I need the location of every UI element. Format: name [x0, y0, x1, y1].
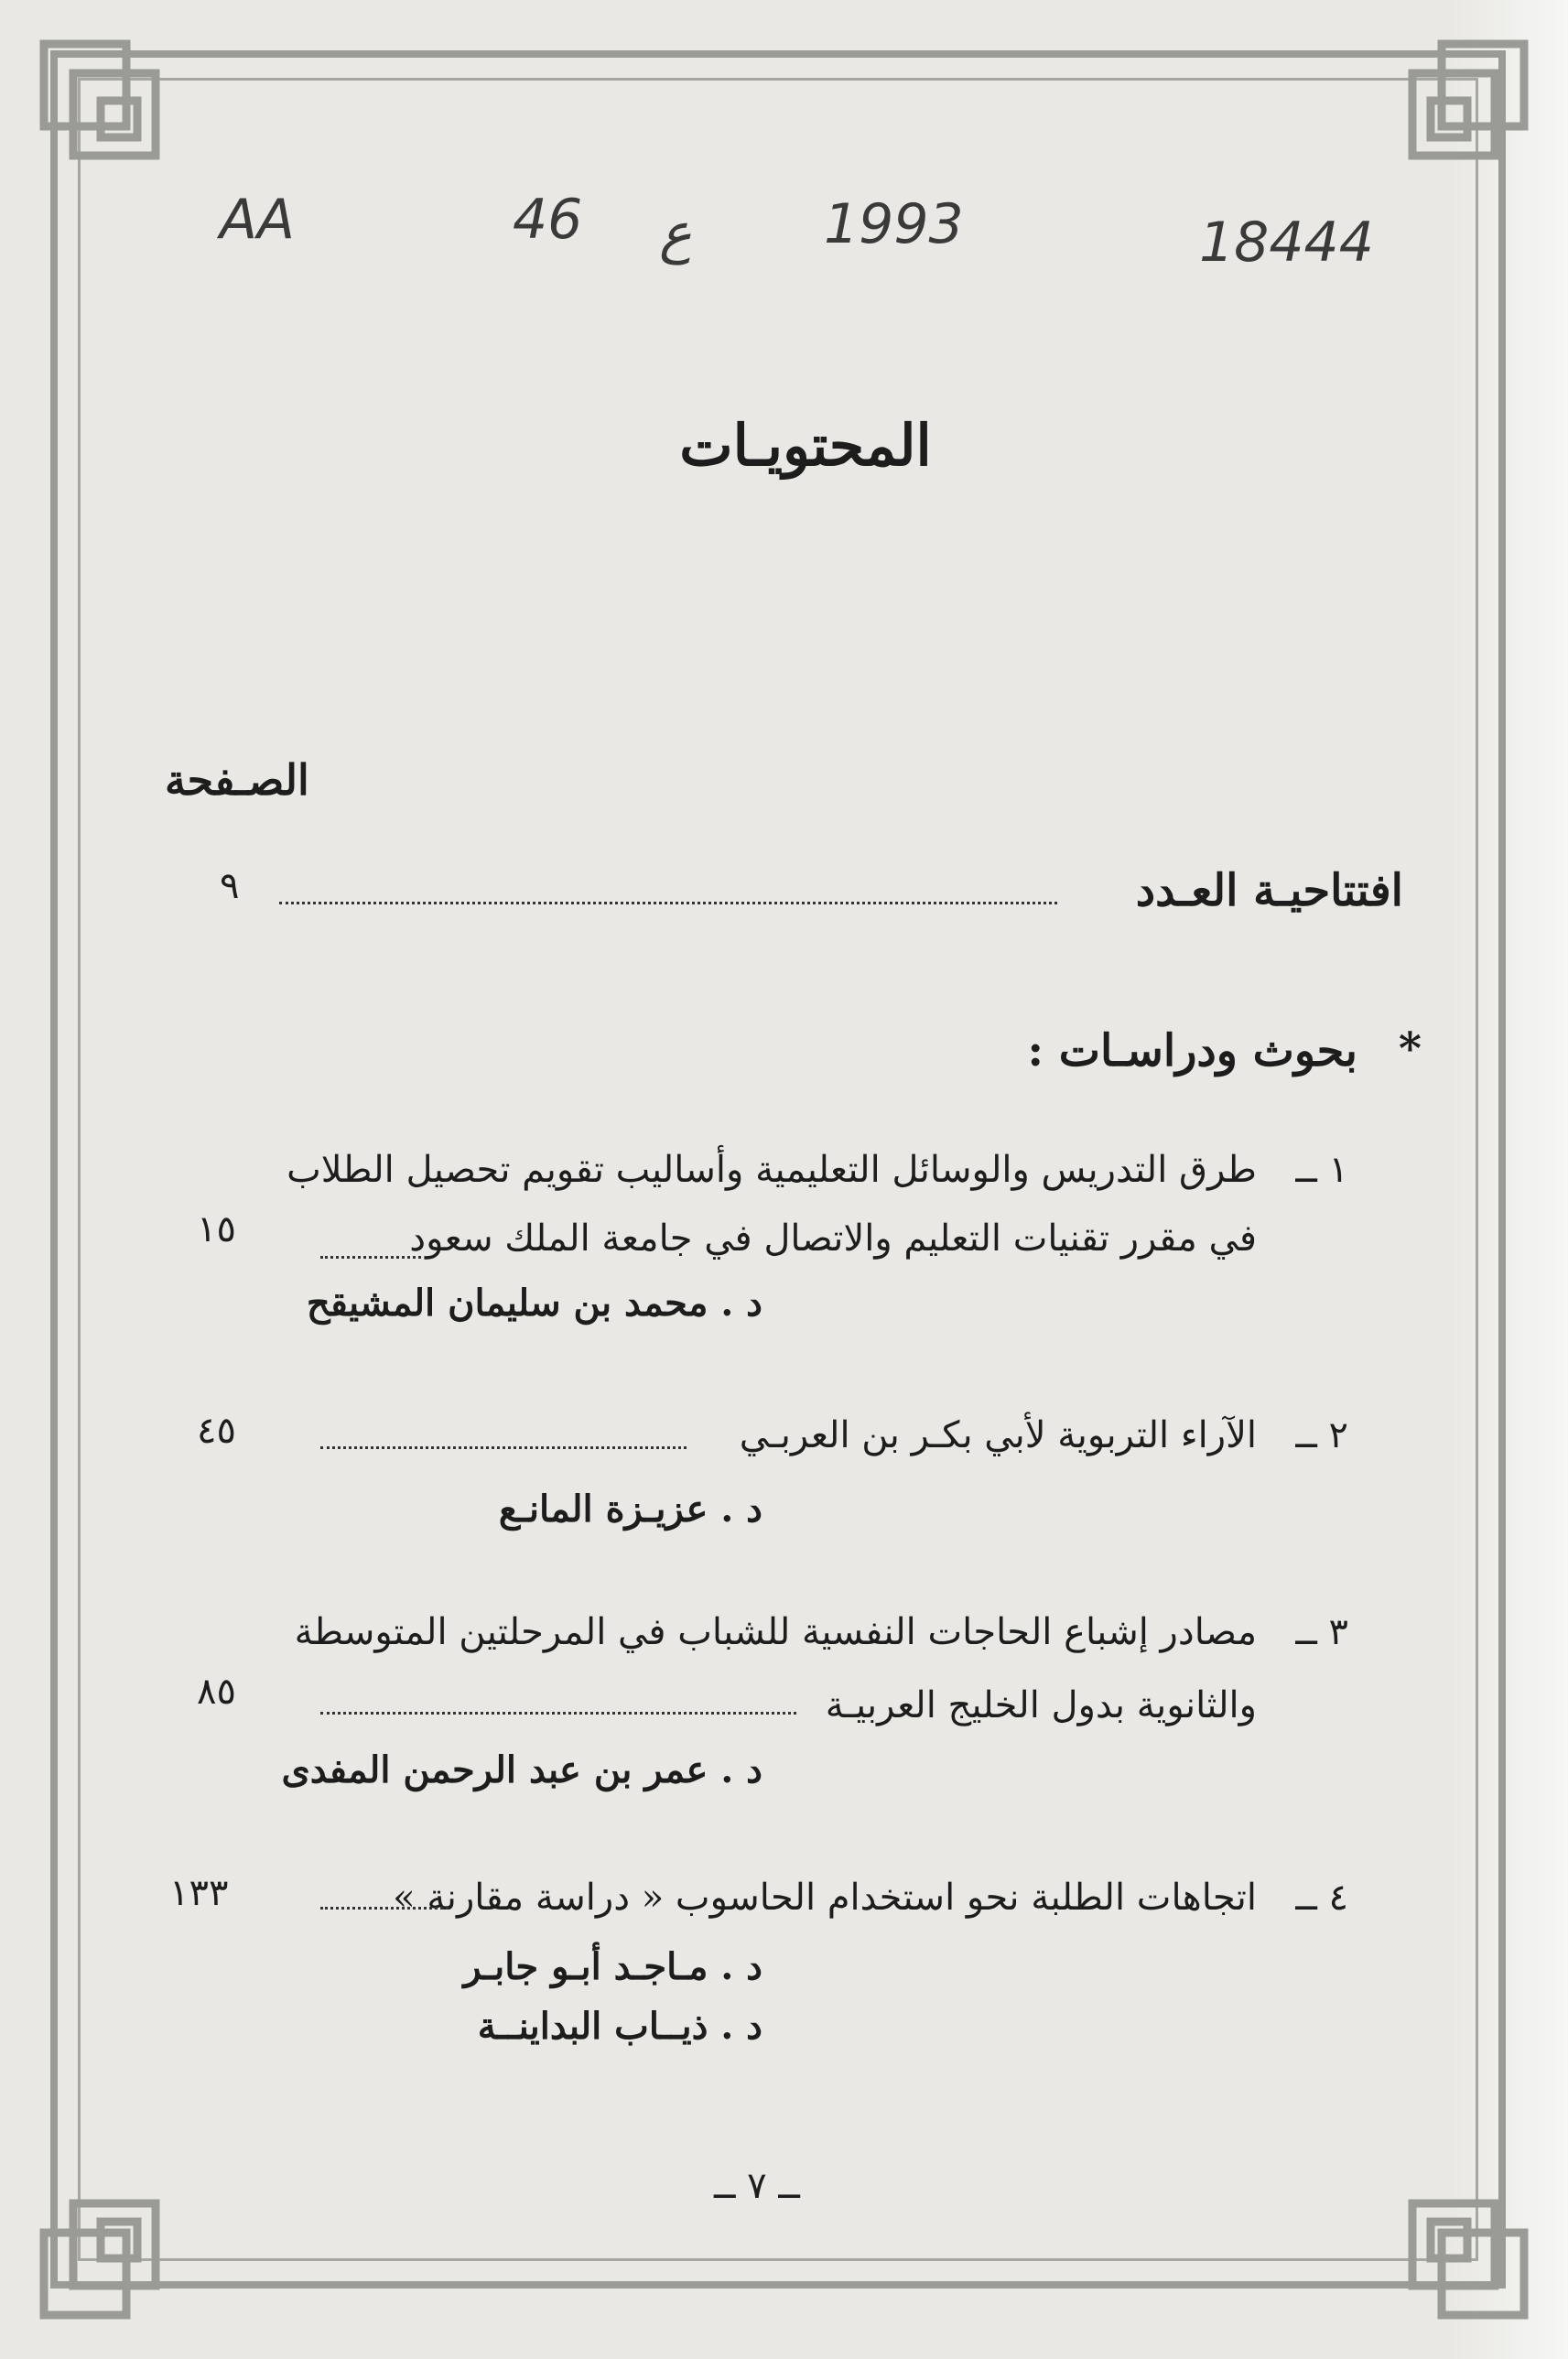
item-page: ٨٥ [197, 1671, 236, 1713]
page-column-label: الصـفحة [165, 755, 309, 805]
handwritten-accession: 18444 [1199, 211, 1374, 275]
item-author: د . مـاجـد أبـو جابـر [463, 1945, 762, 1988]
item-number: ٣ ــ [1295, 1611, 1348, 1653]
item-number: ١ ــ [1295, 1149, 1348, 1191]
opening-page: ٩ [220, 865, 240, 907]
section-heading: بحوث ودراسـات : [1027, 1025, 1357, 1077]
item-number: ٤ ــ [1295, 1877, 1348, 1919]
leader-dots [320, 1712, 796, 1715]
handwritten-letter: ع [659, 201, 692, 265]
leader-dots [320, 1256, 421, 1259]
item-title-line1: طرق التدريس والوسائل التعليمية وأساليب تقويم تحصيل الطلاب [287, 1149, 1257, 1191]
item-page: ١٣٣ [169, 1872, 229, 1914]
page-title: المحتويـات [679, 412, 932, 479]
ornament-corner-icon [37, 37, 201, 201]
item-title-line1: اتجاهات الطلبة نحو استخدام الحاسوب « دراسة مقارنة » [393, 1877, 1257, 1919]
item-title-line1: الآراء التربوية لأبي بكـر بن العربـي [739, 1414, 1257, 1456]
handwritten-volume: 46 [513, 188, 583, 252]
item-author: د . عمر بن عبد الرحمن المفدى [281, 1748, 762, 1791]
item-author: د . عزيـزة المانـع [498, 1488, 762, 1531]
footer-page-number: ــ ٧ ــ [714, 2165, 800, 2207]
item-title-line1: مصادر إشباع الحاجات النفسية للشباب في المرحلتين المتوسطة [294, 1611, 1257, 1653]
opening-label: افتتاحيـة العـدد [1135, 865, 1403, 916]
leader-dots [279, 902, 1057, 904]
leader-dots [320, 1907, 449, 1910]
item-author: د . ذيــاب البداينــة [477, 2005, 762, 2048]
section-bullet-icon: * [1398, 1023, 1422, 1075]
item-author: د . محمد بن سليمان المشيقح [306, 1282, 762, 1325]
ornament-corner-icon [1367, 37, 1531, 201]
handwritten-year: 1993 [824, 192, 964, 256]
item-page: ٤٥ [197, 1410, 236, 1452]
handwritten-code: AA [220, 188, 296, 252]
leader-dots [320, 1446, 687, 1449]
item-page: ١٥ [197, 1208, 236, 1250]
ornament-corner-icon [1367, 2158, 1531, 2322]
item-title-line2: في مقرر تقنيات التعليم والاتصال في جامعة الملك سعود [409, 1217, 1257, 1260]
ornament-corner-icon [37, 2158, 201, 2322]
item-number: ٢ ــ [1295, 1414, 1348, 1456]
item-title-line2: والثانوية بدول الخليج العربيـة [825, 1684, 1257, 1726]
